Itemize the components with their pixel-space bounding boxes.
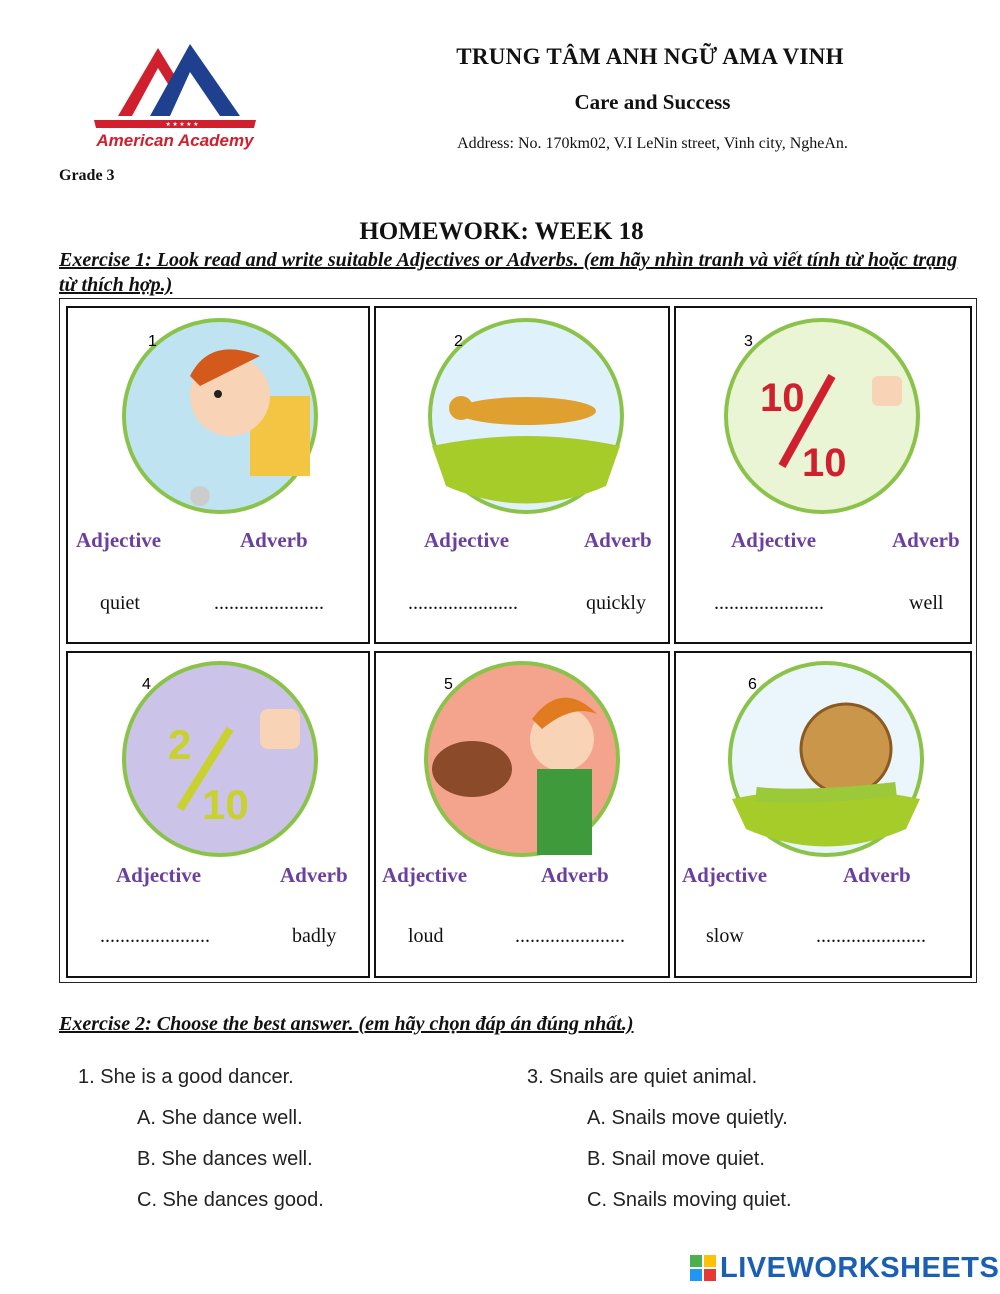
boy-listening-mouse-picture [120, 316, 320, 516]
adjective-label: Adjective [116, 863, 202, 887]
svg-text:2: 2 [454, 333, 463, 350]
grade-label: Grade 3 [59, 167, 115, 184]
exercise1-item-3 [674, 306, 972, 644]
answer-option[interactable]: A. She dance well. [137, 1107, 303, 1129]
svg-text:10: 10 [760, 376, 805, 420]
adjective-blank[interactable]: ...................... [714, 592, 824, 614]
svg-text:1: 1 [148, 333, 157, 350]
slogan: Care and Success [574, 90, 731, 114]
adverb-value: quickly [586, 592, 646, 614]
adverb-label: Adverb [843, 863, 911, 887]
svg-text:4: 4 [142, 676, 151, 693]
svg-text:10: 10 [202, 781, 249, 828]
svg-text:★ ★ ★ ★ ★: ★ ★ ★ ★ ★ [165, 122, 199, 128]
adverb-value: well [909, 592, 944, 614]
liveworksheets-logo [690, 1252, 1000, 1286]
question-stem: 1. She is a good dancer. [78, 1066, 294, 1088]
exercise2-title: Exercise 2: Choose the best answer. (em hãy chọn đáp án đúng nhất.) [59, 1013, 634, 1035]
two-out-of-ten-thumbs-down-picture [120, 659, 320, 859]
answer-option[interactable]: B. She dances well. [137, 1148, 313, 1170]
adjective-label: Adjective [682, 863, 768, 887]
exercise1-item-1 [66, 306, 370, 644]
adjective-value: loud [408, 925, 444, 947]
adverb-value: badly [292, 925, 337, 947]
adjective-label: Adjective [382, 863, 468, 887]
adverb-label: Adverb [541, 863, 609, 887]
answer-option[interactable]: C. Snails moving quiet. [587, 1189, 792, 1211]
answer-option[interactable]: B. Snail move quiet. [587, 1148, 765, 1170]
svg-text:10: 10 [802, 441, 847, 485]
adjective-value: quiet [100, 592, 140, 614]
adverb-blank[interactable]: ...................... [515, 925, 625, 947]
exercise1-item-4 [66, 651, 370, 978]
svg-text:6: 6 [748, 676, 757, 693]
adverb-label: Adverb [892, 528, 960, 552]
exercise1-title: Exercise 1: Look read and write suitable Adjectives or Adverbs. (em hãy nhìn tranh và viết tính từ hoặc trạng từ thích hợp.) [59, 249, 958, 296]
svg-text:3: 3 [744, 333, 753, 350]
adjective-label: Adjective [424, 528, 510, 552]
adjective-value: slow [706, 925, 744, 947]
answer-option[interactable]: A. Snails move quietly. [587, 1107, 788, 1129]
svg-text:5: 5 [444, 676, 453, 693]
exercise1-item-6 [674, 651, 972, 978]
question-stem: 3. Snails are quiet animal. [527, 1066, 758, 1088]
homework-title: HOMEWORK: WEEK 18 [359, 218, 644, 245]
adjective-blank[interactable]: ...................... [100, 925, 210, 947]
adjective-label: Adjective [731, 528, 817, 552]
exercise1-grid [59, 298, 977, 983]
school-name: TRUNG TÂM ANH NGỮ AMA VINH [456, 44, 844, 69]
adverb-blank[interactable]: ...................... [816, 925, 926, 947]
svg-text:American Academy: American Academy [96, 131, 254, 150]
adjective-blank[interactable]: ...................... [408, 592, 518, 614]
adverb-label: Adverb [584, 528, 652, 552]
ten-out-of-ten-thumbs-up-picture [722, 316, 922, 516]
exercise1-item-5 [374, 651, 670, 978]
adjective-label: Adjective [76, 528, 162, 552]
dog-barking-girl-picture [422, 659, 622, 859]
snail-picture [726, 659, 926, 859]
exercise1-item-2 [374, 306, 670, 644]
american-academy-logo [80, 38, 270, 158]
cheetah-running-picture [426, 316, 626, 516]
adverb-label: Adverb [240, 528, 308, 552]
answer-option[interactable]: C. She dances good. [137, 1189, 324, 1211]
svg-text:2: 2 [168, 721, 192, 768]
liveworksheets-icon [690, 1255, 716, 1283]
adverb-label: Adverb [280, 863, 348, 887]
liveworksheets-wordmark: LIVEWORKSHEETS [720, 1252, 1000, 1284]
adverb-blank[interactable]: ...................... [214, 592, 324, 614]
address: Address: No. 170km02, V.I LeNin street, Vinh city, NgheAn. [457, 135, 848, 152]
